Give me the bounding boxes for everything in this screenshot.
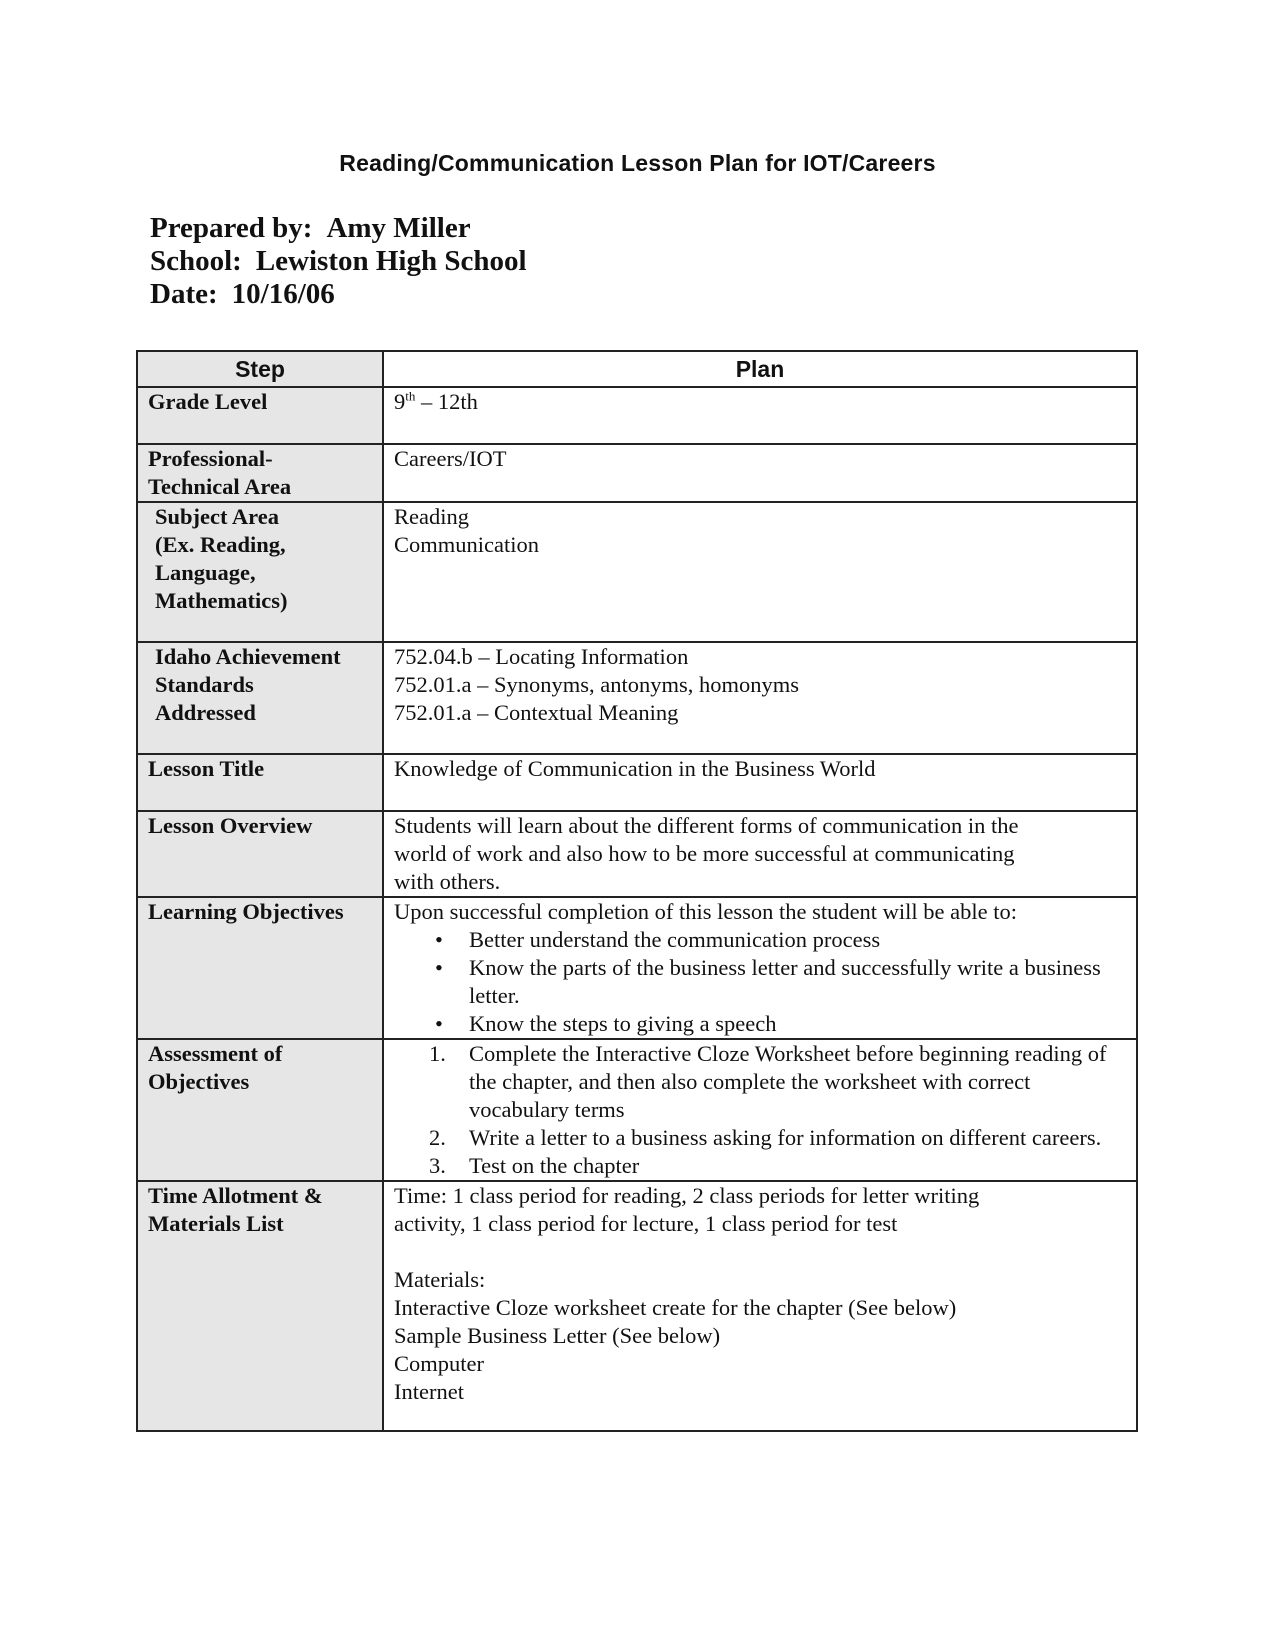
time-materials-label-line: Materials List bbox=[148, 1211, 284, 1236]
time-line: Time: 1 class period for reading, 2 class periods for letter writing bbox=[394, 1183, 980, 1208]
school-label: School: bbox=[150, 245, 242, 277]
table-header-row bbox=[137, 351, 1137, 387]
professional-area-value: Careers/IOT bbox=[383, 444, 1137, 502]
subject-area-label bbox=[137, 502, 383, 642]
standards-value bbox=[383, 642, 1137, 754]
item-text: Complete the Interactive Cloze Worksheet before beginning reading of the chapter, and then also complete the worksheet with correct vocabulary terms bbox=[469, 1041, 1107, 1122]
time-materials-value bbox=[383, 1181, 1137, 1431]
item-text: Write a letter to a business asking for information on different careers. bbox=[469, 1125, 1102, 1150]
table-row-professional-area bbox=[137, 444, 1137, 502]
lesson-overview-line: world of work and also how to be more successful at communicating bbox=[394, 841, 1015, 866]
lesson-overview-value bbox=[383, 811, 1137, 897]
school-value: Lewiston High School bbox=[255, 245, 527, 277]
grade-level-value bbox=[383, 387, 1137, 444]
table-row-subject-area bbox=[137, 502, 1137, 642]
subject-area-label-line: (Ex. Reading, bbox=[155, 532, 286, 557]
document-title: Reading/Communication Lesson Plan for IOT/Careers bbox=[339, 150, 936, 176]
document-header bbox=[150, 212, 527, 311]
learning-objectives-list bbox=[394, 926, 1126, 1038]
standard-item: 752.04.b – Locating Information bbox=[394, 644, 689, 669]
lesson-overview-line: Students will learn about the different forms of communication in the bbox=[394, 813, 1019, 838]
table-row-lesson-title bbox=[137, 754, 1137, 811]
prepared-by-label: Prepared by: bbox=[150, 212, 313, 244]
school-line bbox=[150, 245, 527, 278]
standard-item: 752.01.a – Contextual Meaning bbox=[394, 700, 679, 725]
materials-label: Materials: bbox=[394, 1267, 486, 1292]
blank-line bbox=[394, 1238, 1126, 1266]
table-row-standards bbox=[137, 642, 1137, 754]
date-label: Date: bbox=[150, 278, 218, 310]
lesson-title-label: Lesson Title bbox=[137, 754, 383, 811]
plan-column-header: Plan bbox=[383, 351, 1137, 387]
material-item: Internet bbox=[394, 1379, 464, 1404]
time-materials-label bbox=[137, 1181, 383, 1431]
grade-end: – 12th bbox=[415, 389, 478, 414]
prepared-by-value: Amy Miller bbox=[326, 212, 471, 244]
lesson-plan-table bbox=[136, 350, 1138, 1432]
list-item: • Know the steps to giving a speech bbox=[469, 1010, 1126, 1038]
subject-area-label-line: Subject Area bbox=[155, 504, 279, 529]
list-item: • Better understand the communication process bbox=[469, 926, 1126, 954]
subject-area-value bbox=[383, 502, 1137, 642]
standards-label bbox=[137, 642, 383, 754]
material-item: Interactive Cloze worksheet create for the chapter (See below) bbox=[394, 1295, 957, 1320]
professional-area-label-line: Technical Area bbox=[148, 474, 292, 499]
professional-area-label bbox=[137, 444, 383, 502]
learning-objectives-intro: Upon successful completion of this lesson the student will be able to: bbox=[394, 899, 1018, 924]
item-number: 2. bbox=[429, 1125, 446, 1150]
learning-objectives-value bbox=[383, 897, 1137, 1039]
learning-objectives-label: Learning Objectives bbox=[137, 897, 383, 1039]
material-item: Sample Business Letter (See below) bbox=[394, 1323, 721, 1348]
lesson-overview-line: with others. bbox=[394, 869, 501, 894]
list-item: • Know the parts of the business letter and successfully write a business letter. bbox=[469, 954, 1126, 1010]
lesson-title-value: Knowledge of Communication in the Business World bbox=[383, 754, 1137, 811]
subject-area-item: Reading bbox=[394, 504, 469, 529]
assessment-list bbox=[394, 1040, 1126, 1180]
standards-label-line: Idaho Achievement bbox=[155, 644, 341, 669]
grade-start: 9 bbox=[394, 389, 406, 414]
table-row-learning-objectives bbox=[137, 897, 1137, 1039]
item-number: 1. bbox=[429, 1041, 446, 1066]
standard-item: 752.01.a – Synonyms, antonyms, homonyms bbox=[394, 672, 800, 697]
table-row-grade-level bbox=[137, 387, 1137, 444]
subject-area-label-line: Language, bbox=[155, 560, 256, 585]
item-text: Test on the chapter bbox=[469, 1153, 640, 1178]
subject-area-item: Communication bbox=[394, 532, 539, 557]
step-column-header: Step bbox=[137, 351, 383, 387]
standards-label-line: Addressed bbox=[155, 700, 256, 725]
list-item bbox=[429, 1040, 1126, 1124]
lesson-overview-label: Lesson Overview bbox=[137, 811, 383, 897]
assessment-label bbox=[137, 1039, 383, 1181]
assessment-label-line: Assessment of bbox=[148, 1041, 283, 1066]
grade-start-suffix: th bbox=[405, 388, 416, 404]
table-row-time-materials bbox=[137, 1181, 1137, 1431]
list-item bbox=[429, 1152, 1126, 1180]
prepared-by-line bbox=[150, 212, 527, 245]
professional-area-label-line: Professional- bbox=[148, 446, 273, 471]
standards-label-line: Standards bbox=[155, 672, 254, 697]
assessment-label-line: Objectives bbox=[148, 1069, 250, 1094]
list-item bbox=[429, 1124, 1126, 1152]
date-line bbox=[150, 278, 527, 311]
time-line: activity, 1 class period for lecture, 1 class period for test bbox=[394, 1211, 898, 1236]
subject-area-label-line: Mathematics) bbox=[155, 588, 288, 613]
material-item: Computer bbox=[394, 1351, 484, 1376]
grade-level-label: Grade Level bbox=[137, 387, 383, 444]
assessment-value bbox=[383, 1039, 1137, 1181]
item-number: 3. bbox=[429, 1153, 446, 1178]
table-row-assessment bbox=[137, 1039, 1137, 1181]
date-value: 10/16/06 bbox=[231, 278, 335, 310]
table-row-lesson-overview bbox=[137, 811, 1137, 897]
time-materials-label-line: Time Allotment & bbox=[148, 1183, 323, 1208]
